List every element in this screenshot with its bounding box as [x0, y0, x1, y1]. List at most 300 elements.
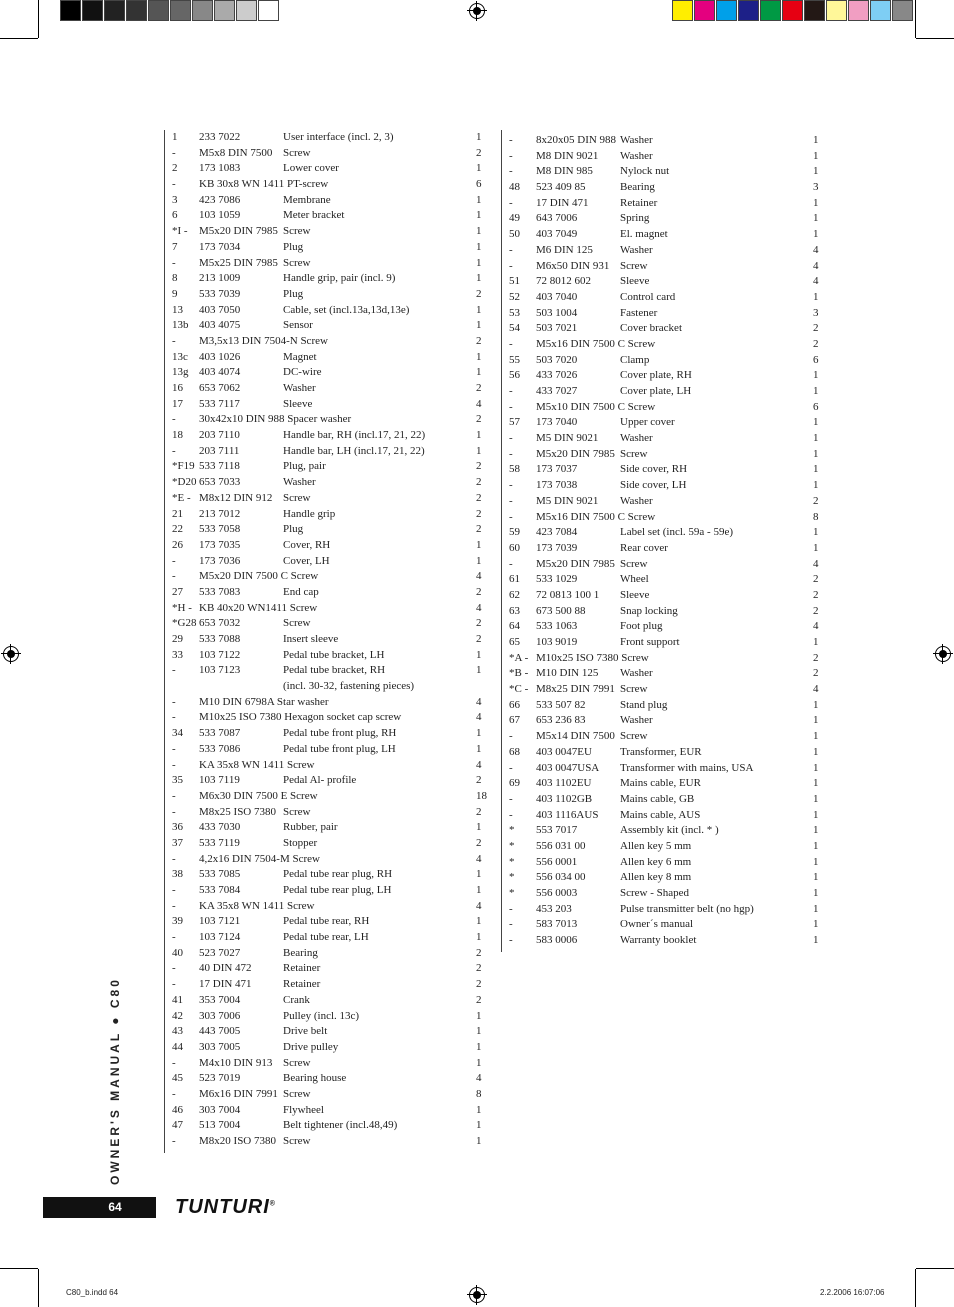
part-description: Screw [283, 146, 311, 159]
quantity: 1 [813, 698, 819, 711]
parts-row [172, 710, 492, 726]
part-description: Retainer [283, 978, 321, 991]
parts-row [509, 651, 829, 667]
quantity: 2 [476, 978, 482, 991]
part-description: Retainer [620, 196, 658, 209]
part-description: Fastener [620, 306, 658, 319]
parts-row [172, 522, 492, 538]
parts-row [509, 808, 829, 824]
item-number: 29 [172, 633, 183, 645]
item-number: *C - [509, 683, 529, 696]
item-number: - [172, 695, 176, 708]
part-description: End cap [283, 585, 319, 598]
part-description: Allen key 8 mm [620, 871, 692, 884]
quantity: 1 [813, 134, 819, 146]
quantity: 1 [813, 792, 819, 805]
part-description: Screw [283, 1056, 311, 1069]
parts-row [509, 447, 829, 463]
part-description: Washer [620, 432, 653, 445]
quantity: 1 [476, 162, 482, 175]
quantity: 1 [476, 256, 482, 269]
color-swatch [804, 0, 825, 21]
quantity: 1 [476, 1025, 482, 1038]
part-code: M6x50 DIN 931 [536, 259, 610, 272]
part-description: Bearing [620, 181, 655, 194]
item-number: 1 [172, 131, 178, 143]
quantity: 1 [476, 272, 482, 285]
quantity: 2 [813, 337, 819, 350]
color-swatch [126, 0, 147, 21]
part-description: Handle bar, RH (incl.17, 21, 22) [283, 429, 426, 442]
part-description: Washer [620, 134, 653, 146]
part-code: 583 0006 [536, 934, 578, 947]
part-description: Clamp [620, 353, 650, 366]
color-bar [672, 0, 914, 21]
quantity: 1 [813, 385, 819, 397]
part-description: Screw [283, 225, 311, 238]
part-code: 643 7006 [536, 212, 578, 225]
parts-row [509, 149, 829, 165]
quantity: 4 [476, 899, 482, 912]
part-description: Plug [283, 240, 304, 253]
part-description: Wheel [620, 573, 649, 586]
quantity: 4 [476, 570, 482, 583]
item-number: 38 [172, 868, 183, 881]
parts-row [172, 350, 492, 366]
parts-row [509, 839, 829, 855]
part-code: 403 7049 [536, 228, 578, 241]
color-swatch [148, 0, 169, 21]
parts-row [172, 758, 492, 774]
part-code: 533 7058 [199, 523, 241, 536]
quantity: 1 [476, 915, 482, 928]
item-number: 61 [509, 573, 520, 586]
quantity: 1 [476, 1135, 482, 1147]
color-swatch [848, 0, 869, 21]
quantity: 2 [813, 494, 819, 507]
part-code: 533 7086 [199, 742, 241, 755]
quantity: 2 [476, 476, 482, 489]
item-number: 44 [172, 1040, 183, 1053]
part-code: 403 4074 [199, 366, 241, 379]
part-description: Transformer with mains, USA [620, 761, 754, 774]
item-number: - [172, 1087, 176, 1100]
color-swatch [82, 0, 103, 21]
part-description: Plug, pair [283, 460, 326, 473]
part-code: 173 7039 [536, 541, 578, 554]
quantity: 4 [476, 1072, 482, 1085]
part-description: Washer [620, 243, 653, 256]
part-code: 30x42x10 DIN 988 Spacer washer [199, 413, 352, 426]
item-number: 68 [509, 745, 520, 758]
item-number: 63 [509, 604, 520, 617]
part-code: 556 0003 [536, 887, 578, 899]
item-number: *I - [172, 225, 188, 238]
item-number: - [172, 570, 176, 583]
part-description: Cover, LH [283, 554, 330, 567]
part-description: Snap locking [620, 604, 678, 617]
item-number: 34 [172, 727, 183, 740]
item-number: - [172, 711, 176, 724]
item-number: 18 [172, 429, 183, 442]
item-number: * [509, 824, 515, 837]
parts-row [509, 478, 829, 494]
quantity: 6 [813, 400, 819, 413]
color-swatch [170, 0, 191, 21]
quantity: 2 [476, 633, 482, 645]
part-code: M10x25 ISO 7380 Hexagon socket cap screw [199, 711, 402, 724]
parts-row [172, 397, 492, 413]
part-description: Control card [620, 290, 676, 303]
part-code: 72 8012 602 [536, 275, 591, 288]
quantity: 2 [476, 334, 482, 347]
part-description: Belt tightener (incl.48,49) [283, 1119, 398, 1132]
part-description: Sensor [283, 319, 313, 332]
parts-row [172, 208, 492, 224]
part-code: 303 7006 [199, 1009, 241, 1022]
parts-row [172, 585, 492, 601]
parts-row [172, 679, 492, 695]
parts-row [172, 428, 492, 444]
registration-mark-icon [935, 646, 951, 662]
part-code: M8 DIN 985 [536, 165, 593, 178]
parts-row [172, 224, 492, 240]
quantity: 1 [813, 824, 819, 837]
item-number: - [172, 146, 176, 159]
quantity: 1 [813, 714, 819, 727]
parts-row [509, 211, 829, 227]
item-number: 67 [509, 714, 520, 727]
part-code: 103 7119 [199, 774, 240, 787]
parts-row [172, 365, 492, 381]
quantity: 2 [476, 460, 482, 473]
part-code: 433 7027 [536, 385, 578, 397]
item-number: - [509, 730, 513, 743]
parts-row [172, 1009, 492, 1025]
parts-row [509, 353, 829, 369]
part-description: Pedal tube rear, LH [283, 931, 369, 944]
quantity: 1 [813, 447, 819, 460]
item-number: *H - [172, 601, 192, 614]
quantity: 2 [813, 588, 819, 601]
parts-row [509, 855, 829, 871]
part-code: 173 7038 [536, 479, 578, 492]
parts-row [509, 494, 829, 510]
quantity: 2 [476, 836, 482, 849]
parts-row [172, 569, 492, 585]
part-description: Mains cable, EUR [620, 777, 701, 790]
part-description: Mains cable, AUS [620, 808, 701, 821]
part-code: 213 7012 [199, 507, 241, 520]
quantity: 4 [476, 711, 482, 724]
part-description: Allen key 6 mm [620, 855, 692, 868]
parts-row [509, 823, 829, 839]
parts-row [509, 902, 829, 918]
item-number: 60 [509, 541, 520, 554]
item-number: 64 [509, 620, 520, 633]
part-code: KA 35x8 WN 1411 Screw [199, 899, 315, 912]
quantity: 4 [476, 852, 482, 865]
part-code: 653 236 83 [536, 714, 586, 727]
part-code: M8x20 ISO 7380 [199, 1135, 277, 1147]
color-swatch [826, 0, 847, 21]
quantity: 1 [813, 918, 819, 931]
quantity: 2 [476, 774, 482, 787]
part-code: M5x16 DIN 7500 C Screw [536, 337, 656, 350]
item-number: - [509, 259, 513, 272]
part-code: 103 7121 [199, 915, 241, 928]
parts-row [509, 259, 829, 275]
item-number: 45 [172, 1072, 183, 1085]
parts-row [172, 507, 492, 523]
part-code: M3,5x13 DIN 7504-N Screw [199, 334, 328, 347]
quantity: 1 [476, 193, 482, 206]
part-code: M5 DIN 9021 [536, 494, 599, 507]
part-code: 533 7119 [199, 836, 240, 849]
item-number: 26 [172, 538, 183, 551]
part-code: 433 7030 [199, 821, 241, 834]
quantity: 2 [476, 491, 482, 504]
parts-row [509, 635, 829, 651]
quantity: 1 [813, 526, 819, 539]
parts-row [509, 510, 829, 526]
quantity: 4 [476, 601, 482, 614]
item-number: 55 [509, 353, 520, 366]
item-number: *B - [509, 667, 529, 680]
item-number: 17 [172, 397, 183, 410]
part-code: M8x25 ISO 7380 [199, 805, 277, 818]
part-description: Screw [283, 491, 311, 504]
quantity: 1 [813, 934, 819, 947]
quantity: 1 [476, 931, 482, 944]
quantity: 2 [813, 651, 819, 664]
item-number: 57 [509, 416, 520, 429]
part-code: 533 7039 [199, 287, 241, 300]
quantity: 2 [813, 604, 819, 617]
part-description: Screw [620, 447, 648, 460]
quantity: 1 [476, 742, 482, 755]
item-number: - [509, 510, 513, 523]
part-code: 8x20x05 DIN 988 [536, 134, 617, 146]
part-description: Cover, RH [283, 538, 331, 551]
part-code: 213 1009 [199, 272, 241, 285]
parts-row [509, 243, 829, 259]
quantity: 1 [476, 240, 482, 253]
part-description: Side cover, RH [620, 463, 688, 476]
color-swatch [214, 0, 235, 21]
part-description: Plug [283, 523, 304, 536]
quantity: 4 [476, 695, 482, 708]
part-description: Cable, set (incl.13a,13d,13e) [283, 303, 410, 316]
part-description: Washer [620, 714, 653, 727]
item-number: 51 [509, 275, 520, 288]
part-description: Pulse transmitter belt (no hgp) [620, 902, 754, 915]
parts-row [172, 1040, 492, 1056]
parts-row [509, 713, 829, 729]
item-number: - [509, 337, 513, 350]
part-code: KB 30x8 WN 1411 PT-screw [199, 178, 329, 191]
item-number: - [172, 413, 176, 426]
parts-row [509, 274, 829, 290]
quantity: 6 [813, 353, 819, 366]
parts-row [509, 462, 829, 478]
quantity: 1 [813, 839, 819, 852]
color-swatch [760, 0, 781, 21]
part-code: 173 7035 [199, 538, 241, 551]
quantity: 2 [476, 946, 482, 959]
parts-row [172, 177, 492, 193]
parts-row [509, 180, 829, 196]
parts-row [509, 557, 829, 573]
part-description: Sleeve [620, 275, 650, 288]
part-description: Upper cover [620, 416, 675, 429]
quantity: 1 [476, 1056, 482, 1069]
quantity: 1 [813, 902, 819, 915]
part-code: 673 500 88 [536, 604, 586, 617]
part-code: M10x25 ISO 7380 Screw [536, 651, 649, 664]
parts-row [509, 306, 829, 322]
part-code: M5 DIN 9021 [536, 432, 599, 445]
parts-row [509, 196, 829, 212]
item-number: - [172, 664, 176, 677]
quantity: 1 [813, 196, 819, 209]
quantity: 2 [476, 413, 482, 426]
item-number: - [509, 385, 513, 397]
parts-row [172, 130, 492, 146]
part-description: Pedal tube rear plug, RH [283, 868, 393, 881]
parts-row [509, 917, 829, 933]
parts-row [172, 554, 492, 570]
parts-row [509, 415, 829, 431]
parts-list-right [509, 133, 829, 949]
parts-row [509, 400, 829, 416]
part-description: Handle bar, LH (incl.17, 21, 22) [283, 444, 425, 457]
item-number: *G28 [172, 617, 197, 630]
page-number: 64 [108, 1200, 122, 1214]
item-number: - [509, 934, 513, 947]
item-number: - [509, 243, 513, 256]
quantity: 4 [813, 243, 819, 256]
quantity: 1 [476, 319, 482, 332]
quantity: 1 [813, 149, 819, 162]
quantity: 4 [813, 683, 819, 696]
quantity: 2 [813, 573, 819, 586]
quantity: 1 [476, 444, 482, 457]
part-code: 103 7123 [199, 664, 241, 677]
item-number: 13g [172, 366, 189, 379]
color-swatch [738, 0, 759, 21]
quantity: 2 [476, 993, 482, 1006]
quantity: 1 [476, 1103, 482, 1116]
parts-row [172, 993, 492, 1009]
quantity: 1 [476, 366, 482, 379]
quantity: 18 [476, 789, 487, 802]
quantity: 4 [813, 620, 819, 633]
parts-row [172, 820, 492, 836]
part-description: (incl. 30-32, fastening pieces) [283, 680, 415, 693]
quantity: 1 [813, 416, 819, 429]
part-code: 503 7020 [536, 353, 578, 366]
part-code: M8x12 DIN 912 [199, 491, 273, 504]
quantity: 1 [476, 664, 482, 677]
color-swatch [60, 0, 81, 21]
parts-row [172, 852, 492, 868]
item-number: * [509, 839, 515, 852]
part-description: Washer [283, 476, 316, 489]
left-column-rule [164, 130, 165, 1153]
item-number: 13c [172, 350, 188, 363]
part-code: 503 7021 [536, 322, 578, 335]
item-number: 43 [172, 1025, 183, 1038]
parts-row [172, 240, 492, 256]
parts-row [172, 271, 492, 287]
part-code: 103 7122 [199, 648, 241, 661]
parts-row [172, 1134, 492, 1150]
part-description: Washer [620, 494, 653, 507]
tunturi-logo [175, 1196, 276, 1219]
item-number: - [172, 178, 176, 191]
color-swatch [892, 0, 913, 21]
part-code: 103 7124 [199, 931, 241, 944]
item-number: - [509, 792, 513, 805]
part-code: 556 034 00 [536, 871, 586, 884]
parts-row [172, 946, 492, 962]
part-code: 403 7050 [199, 303, 241, 316]
parts-row [509, 133, 829, 149]
quantity: 1 [813, 290, 819, 303]
part-description: Cover plate, RH [620, 369, 692, 382]
part-code: 553 7017 [536, 824, 578, 837]
parts-row [172, 1056, 492, 1072]
quantity: 1 [476, 209, 482, 222]
registration-mark-icon [469, 1287, 485, 1303]
quantity: 1 [813, 369, 819, 382]
color-swatch [672, 0, 693, 21]
item-number: - [509, 761, 513, 774]
quantity: 1 [476, 821, 482, 834]
parts-row [172, 601, 492, 617]
part-code: M10 DIN 125 [536, 667, 599, 680]
item-number: 47 [172, 1119, 183, 1132]
part-code: 173 7040 [536, 416, 578, 429]
item-number: 56 [509, 369, 520, 382]
parts-row [172, 1071, 492, 1087]
item-number: 9 [172, 287, 178, 300]
parts-row [172, 632, 492, 648]
quantity: 3 [813, 306, 819, 319]
part-code: 533 1063 [536, 620, 578, 633]
slug-filename: C80_b.indd 64 [66, 1288, 119, 1297]
manual-side-title: OWNER'S MANUAL ● C80 [108, 977, 122, 1185]
parts-row [509, 321, 829, 337]
quantity: 1 [476, 727, 482, 740]
part-code: 173 7036 [199, 554, 241, 567]
item-number: *E - [172, 491, 191, 504]
item-number: 50 [509, 228, 520, 241]
quantity: 1 [813, 777, 819, 790]
logo-text: TUNTURI [175, 1196, 270, 1218]
item-number: 48 [509, 181, 520, 194]
part-description: Stopper [283, 836, 318, 849]
part-code: 403 4075 [199, 319, 241, 332]
item-number: 7 [172, 240, 178, 253]
part-code: 653 7062 [199, 382, 241, 394]
part-code: 423 7084 [536, 526, 578, 539]
part-code: 173 7037 [536, 463, 578, 476]
parts-row [509, 682, 829, 698]
quantity: 6 [476, 178, 482, 191]
item-number: - [172, 962, 176, 975]
